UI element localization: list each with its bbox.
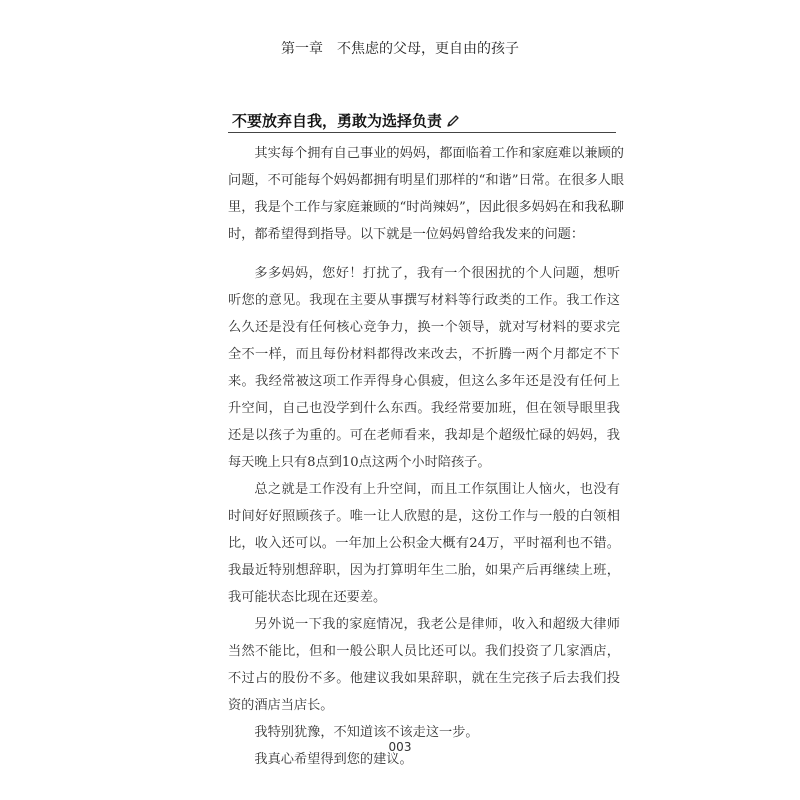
chapter-title: 不焦虑的父母，更自由的孩子: [337, 41, 519, 57]
chapter-label: 第一章: [281, 41, 323, 57]
letter-paragraph: 我特别犹豫，不知道该不该走这一步。: [254, 725, 479, 740]
running-header: [0, 38, 800, 58]
letter-paragraph: 多多妈妈，您好！打扰了，我有一个很困扰的个人问题，想听听您的意见。我现在主要从事撰写材料等行政类的工作。我工作这么久还是没有任何核心竞争力，换一个领导，就对写材料的要求完全不一样，而且每份材料都得改来改去，不折腾一两个月都定不下来。我经常被这项工作弄得身心俱疲，但这么多年还是没有任何上升空间，自己也没学到什么东西。我经常要加班，但在领导眼里我还是以孩子为重的。可在老师看来，我却是个超级忙碌的妈妈，我每天晚上只有8点到10点这两个小时陪孩子。: [228, 266, 620, 470]
letter-paragraph: 我真心希望得到您的建议。: [254, 752, 413, 767]
section-title: [232, 110, 460, 131]
pencil-icon: [446, 114, 460, 128]
letter-block: [228, 260, 620, 773]
section-title-text: 不要放弃自我，勇敢为选择负责: [232, 112, 443, 130]
letter-paragraph: 另外说一下我的家庭情况，我老公是律师，收入和超级大律师当然不能比，但和一般公职人员比还可以。我们投资了几家酒店，不过占的股份不多。他建议我如果辞职，就在生完孩子后去我们投资的酒店当店长。: [228, 617, 620, 713]
page-number: 003: [388, 740, 412, 754]
letter-paragraph: 总之就是工作没有上升空间，而且工作氛围让人恼火，也没有时间好好照顾孩子。唯一让人欣慰的是，这份工作与一般的白领相比，收入还可以。一年加上公积金大概有24万，平时福利也不错。我最近特别想辞职，因为打算明年生二胎，如果产后再继续上班，我可能状态比现在还要差。: [228, 482, 620, 605]
intro-paragraph: 其实每个拥有自己事业的妈妈，都面临着工作和家庭难以兼顾的问题，不可能每个妈妈都拥有明星们那样的“和谐”日常。在很多人眼里，我是个工作与家庭兼顾的“时尚辣妈”，因此很多妈妈在和我私聊时，都希望得到指导。以下就是一位妈妈曾给我发来的问题：: [228, 146, 624, 242]
title-underline: [228, 132, 616, 133]
